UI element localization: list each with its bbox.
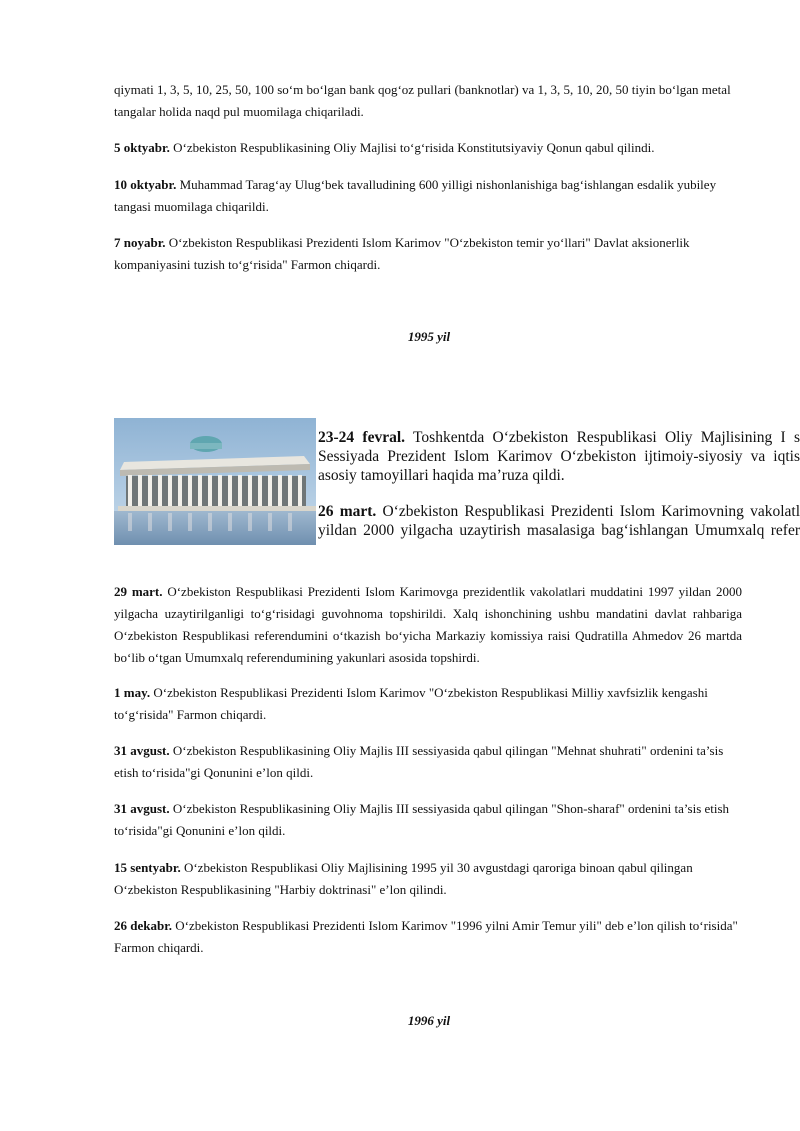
entry-26-dekabr (114, 915, 742, 959)
entry-31-avgust-mehnat (114, 740, 742, 784)
entry-text: O‘zbekiston Respublikasi Oliy Majlisining 1995 yil 30 avgustdagi qaroriga binoan qabul qilingan O‘zbekiston Respublikasining "Harbiy doktrinasi" e’lon qilindi. (114, 860, 693, 897)
text-line: 26 mart. O‘zbekiston Respublikasi Prezidenti Islom Karimovning vakolatl (318, 503, 800, 520)
parliament-building-photo (114, 418, 316, 545)
entry-1-may (114, 682, 742, 726)
entry-10-oktyabr (114, 174, 742, 218)
entry-29-mart (114, 581, 742, 669)
entry-15-sentyabr (114, 857, 742, 901)
entry-31-avgust-shon-sharaf (114, 798, 742, 842)
entry-text: O‘zbekiston Respublikasi Prezidenti Islom Karimov "1996 yilni Amir Temur yili" deb e’lon qilish to‘risida" Farmon chiqardi. (114, 918, 738, 955)
entry-date: 10 oktyabr. (114, 177, 177, 192)
entry-text: Muhammad Tarag‘ay Ulug‘bek tavalludining 600 yilligi nishonlanishiga bag‘ishlangan esdalik yubiley tangasi muomilaga chiqarildi. (114, 177, 717, 214)
entry-text: O‘zbekiston Respublikasining Oliy Majlis III sessiyasida qabul qilingan "Mehnat shuhrati" ordenini ta’sis etish to‘risida"gi Qonunini e’lon qildi. (114, 743, 724, 780)
entry-date: 31 avgust. (114, 801, 170, 816)
entry-text: O‘zbekiston Respublikasi Prezidenti Islom Karimov "O‘zbekiston temir yo‘llari" Davlat aksionerlik kompaniyasini tuzish to‘g‘risida" Farmon chiqardi. (114, 235, 690, 272)
entry-text: O‘zbekiston Respublikasining Oliy Majlis III sessiyasida qabul qilingan "Shon-sharaf" ordenini ta’sis etish to‘risida"gi Qonunini e’lon qildi. (114, 801, 730, 838)
entry-text: O‘zbekiston Respublikasi Prezidenti Islom Karimov "O‘zbekiston Respublikasi Milliy xavfsizlik kengashi to‘g‘risida" Farmon chiqardi. (114, 685, 708, 722)
text-line: yildan 2000 yilgacha uzaytirish masalasiga bag‘ishlangan Umumxalq refer (318, 522, 800, 539)
intro-paragraph (114, 79, 742, 123)
entry-date: 31 avgust. (114, 743, 170, 758)
entry-date: 26 dekabr. (114, 918, 173, 933)
intro-text: qiymati 1, 3, 5, 10, 25, 50, 100 so‘m bo‘lgan bank qog‘oz pullari (banknotlar) va 1, 3, 5, 10, 20, 50 tiyin bo‘lgan metal tangalar holida naqd pul muomilaga chiqariladi. (114, 82, 731, 119)
year-heading-1995: 1995 yil (407, 329, 451, 344)
entry-date: 26 mart. (318, 503, 377, 520)
entry-date: 5 oktyabr. (114, 140, 170, 155)
entry-text: O‘zbekiston Respublikasining Oliy Majlisi to‘g‘risida Konstitutsiyaviy Qonun qabul qilindi. (169, 140, 655, 155)
entry-date: 29 mart. (114, 584, 163, 599)
entry-7-noyabr (114, 232, 742, 276)
entry-date: 1 may. (114, 685, 151, 700)
year-heading-1996: 1996 yil (407, 1013, 451, 1028)
text-line: asosiy tamoyillari haqida ma’ruza qildi. (318, 467, 565, 484)
entry-text: O‘zbekiston Respublikasi Prezidenti Islom Karimovga prezidentlik vakolatlari muddatini 1997 yildan 2000 yilgacha uzaytirilganligi to‘g‘risidagi guvohnoma topshirildi. Xalq ishonchining ushbu mandatini davlat rahbariga O‘zbekiston Respublikasi referendumini o‘tkazish bo‘yicha Markaziy komissiya raisi Qudratilla Ahmedov 26 martda bo‘lib o‘tgan Umumxalq referendumining yakunlari asosida topshirdi. (114, 584, 742, 665)
entry-5-oktyabr (114, 137, 742, 159)
entry-date: 23-24 fevral. (318, 429, 406, 446)
photo-side-entry-26-mart (318, 502, 800, 540)
text-line: Sessiyada Prezident Islom Karimov O‘zbekiston ijtimoiy-siyosiy va iqtis (318, 448, 800, 465)
entry-date: 15 sentyabr. (114, 860, 181, 875)
text-line: 23-24 fevral. Toshkentda O‘zbekiston Respublikasi Oliy Majlisining I s (318, 429, 800, 446)
entry-date: 7 noyabr. (114, 235, 166, 250)
photo-side-entry-23-24-fevral (318, 428, 800, 485)
